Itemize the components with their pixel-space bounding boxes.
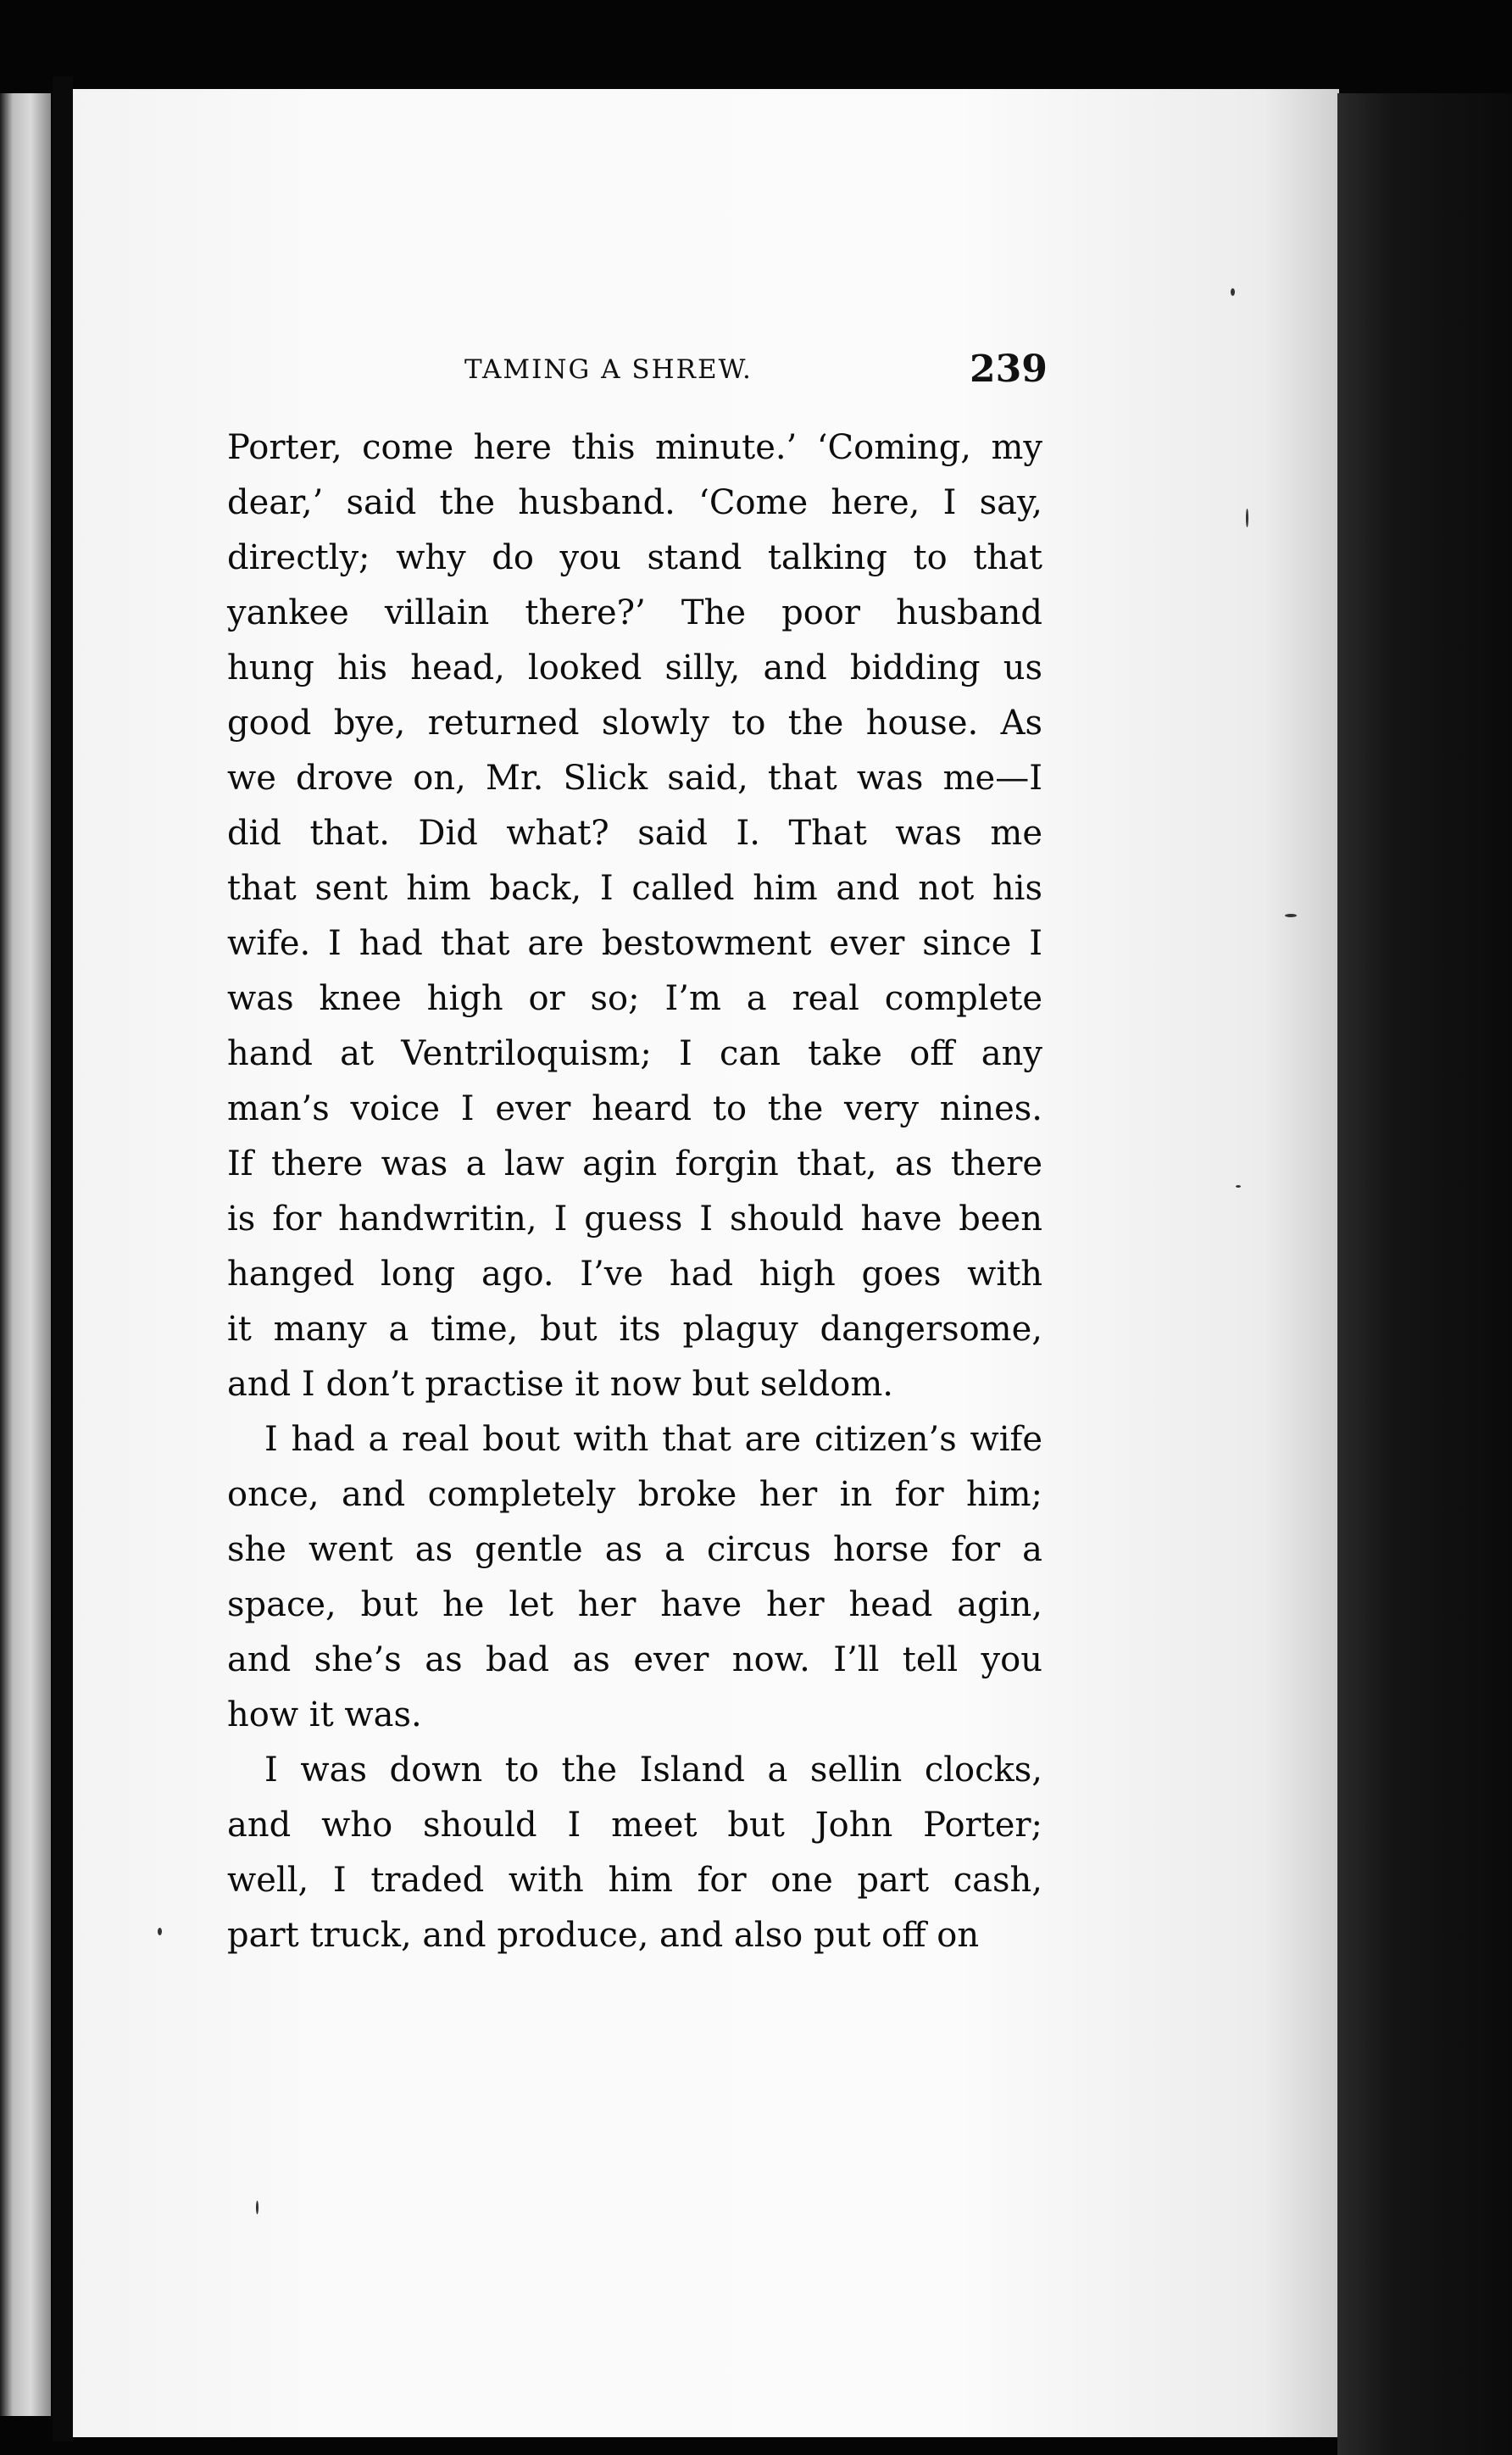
text-line: well, I traded with him for one part cash,	[227, 1861, 1042, 1900]
text-line: once, and completely broke her in for him;	[227, 1475, 1042, 1514]
scan-speck	[1231, 288, 1235, 296]
text-line: good bye, returned slowly to the house. As	[227, 704, 1042, 743]
text-line: space, but he let her have her head agin,	[227, 1585, 1042, 1624]
body-text	[227, 420, 1042, 1963]
book-gutter	[53, 76, 73, 2441]
page-edge-shadow	[1337, 93, 1512, 2455]
text-line: I was down to the Island a sellin clocks,	[264, 1751, 1042, 1790]
text-line: part truck, and produce, and also put off on	[227, 1916, 980, 1955]
running-head	[153, 348, 1048, 405]
text-line: wife. I had that are bestowment ever since I	[227, 924, 1042, 963]
scan-speck	[1285, 914, 1297, 917]
text-line: she went as gentle as a circus horse for a	[227, 1530, 1042, 1569]
scan-speck	[256, 2201, 258, 2214]
text-line: we drove on, Mr. Slick said, that was me—I	[227, 759, 1042, 798]
paragraph	[227, 1743, 1042, 1963]
text-line: man’s voice I ever heard to the very nines.	[227, 1089, 1042, 1128]
text-line: hand at Ventriloquism; I can take off any	[227, 1034, 1042, 1073]
text-line: hanged long ago. I’ve had high goes with	[227, 1255, 1042, 1294]
running-title: TAMING A SHREW.	[464, 354, 753, 385]
paragraph	[227, 420, 1042, 1412]
scan-speck	[1246, 509, 1248, 527]
text-line: how it was.	[227, 1695, 422, 1734]
text-line: it many a time, but its plaguy dangersome,	[227, 1310, 1042, 1349]
text-line: was knee high or so; I’m a real complete	[227, 979, 1042, 1018]
page-number: 239	[970, 348, 1048, 391]
text-line: Porter, come here this minute.’ ‘Coming, my	[227, 428, 1042, 467]
text-line: and I don’t practise it now but seldom.	[227, 1365, 894, 1404]
text-line: yankee villain there?’ The poor husband	[227, 593, 1042, 632]
text-line: hung his head, looked silly, and bidding us	[227, 649, 1042, 688]
text-line: did that. Did what? said I. That was me	[227, 814, 1042, 853]
text-line: is for handwritin, I guess I should have been	[227, 1200, 1042, 1239]
text-line: dear,’ said the husband. ‘Come here, I say,	[227, 483, 1042, 522]
text-line: I had a real bout with that are citizen’s wife	[264, 1420, 1042, 1459]
text-line: If there was a law agin forgin that, as there	[227, 1144, 1042, 1183]
text-line: and who should I meet but John Porter;	[227, 1806, 1042, 1845]
scan-speck	[1236, 1185, 1241, 1188]
paragraph	[227, 1412, 1042, 1743]
text-line: directly; why do you stand talking to that	[227, 538, 1042, 577]
text-line: and she’s as bad as ever now. I’ll tell you	[227, 1640, 1042, 1679]
scan-speck	[158, 1928, 162, 1935]
facing-page-edge	[0, 93, 51, 2416]
text-line: that sent him back, I called him and not his	[227, 869, 1042, 908]
